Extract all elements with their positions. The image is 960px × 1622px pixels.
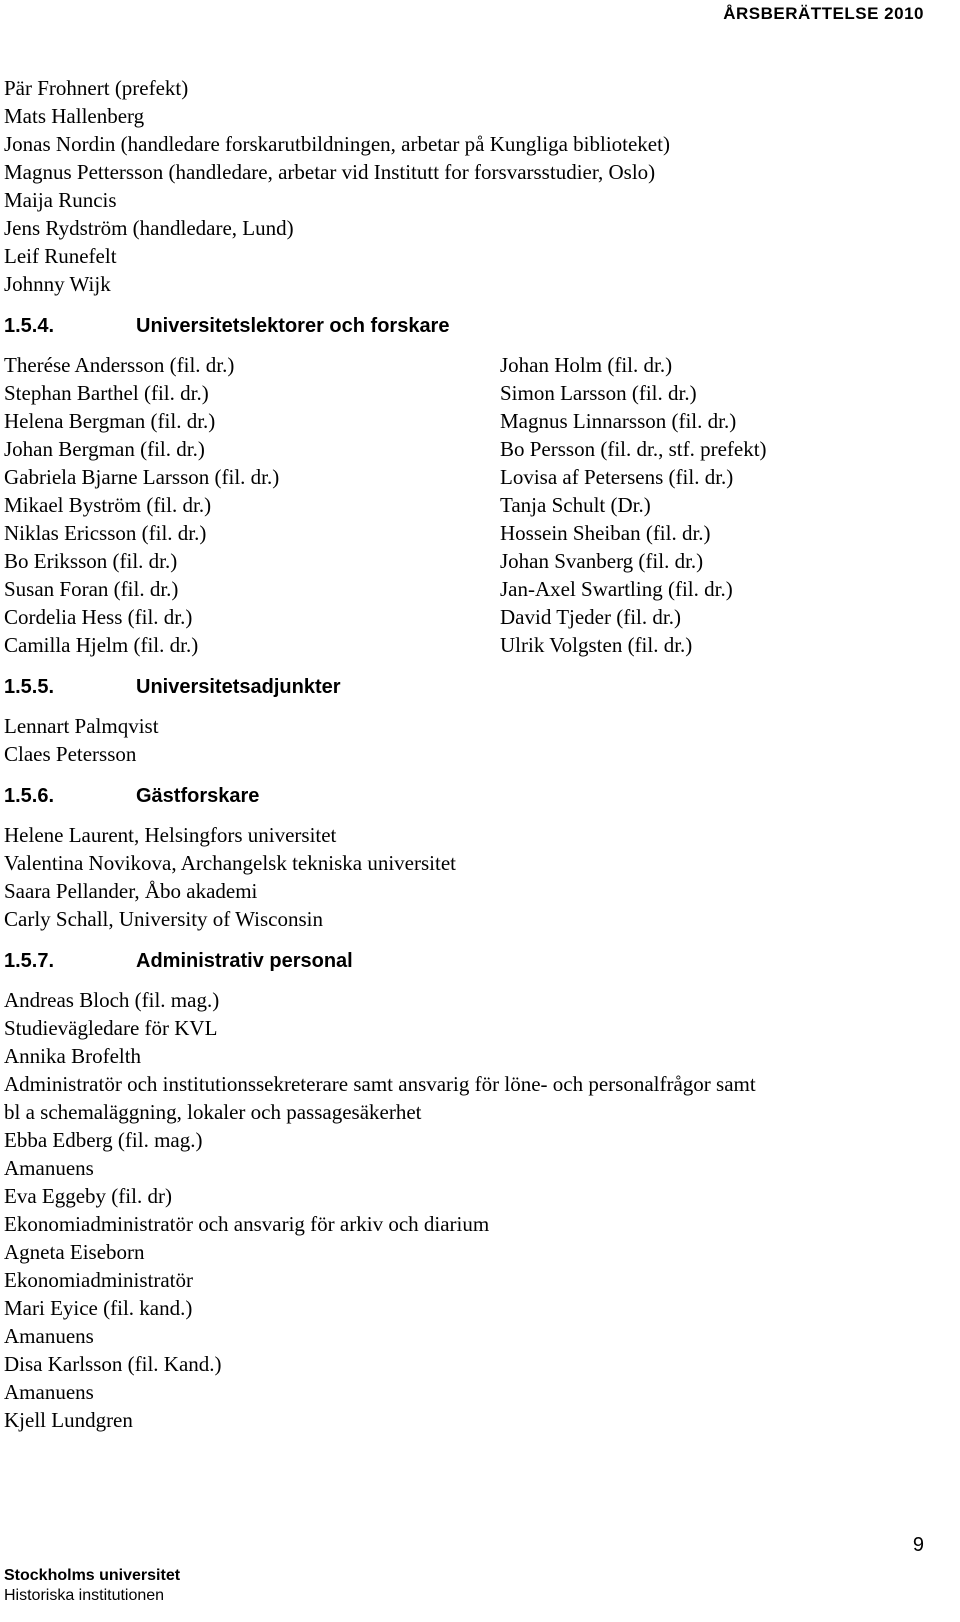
adjuncts-list	[4, 712, 934, 768]
section-title: Administrativ personal	[136, 950, 353, 972]
footer-university: Stockholms universitet	[4, 1567, 181, 1584]
section-number: 1.5.7.	[4, 950, 55, 972]
list-item: Stephan Barthel (fil. dr.)	[4, 381, 209, 405]
list-item: Gabriela Bjarne Larsson (fil. dr.)	[4, 465, 280, 489]
section-title: Gästforskare	[136, 785, 260, 807]
list-item: Leif Runefelt	[4, 244, 117, 268]
list-item: Annika Brofelth	[4, 1044, 142, 1068]
list-item: Amanuens	[4, 1380, 94, 1404]
section-number: 1.5.6.	[4, 785, 55, 807]
section-title: Universitetsadjunkter	[136, 676, 341, 698]
list-item: Magnus Linnarsson (fil. dr.)	[500, 409, 737, 433]
list-item: Simon Larsson (fil. dr.)	[500, 381, 697, 405]
list-item: Therése Andersson (fil. dr.)	[4, 353, 235, 377]
list-item: bl a schemaläggning, lokaler och passagesäkerhet	[4, 1100, 422, 1124]
footer-department: Historiska institutionen	[4, 1587, 165, 1604]
list-item: Bo Persson (fil. dr., stf. prefekt)	[500, 437, 767, 461]
list-item: Johan Svanberg (fil. dr.)	[500, 549, 704, 573]
list-item: Administratör och institutionssekreterare samt ansvarig för löne- och personalfrågor samt	[4, 1072, 756, 1096]
list-item: Magnus Pettersson (handledare, arbetar vid Institutt for forsvarsstudier, Oslo)	[4, 160, 656, 184]
section-title: Universitetslektorer och forskare	[136, 315, 450, 337]
list-item: Pär Frohnert (prefekt)	[4, 76, 189, 100]
list-item: Johnny Wijk	[4, 272, 111, 296]
section-heading-1-5-7	[4, 947, 934, 975]
lecturers-columns	[4, 351, 934, 659]
list-item: Maija Runcis	[4, 188, 117, 212]
list-item: Mari Eyice (fil. kand.)	[4, 1296, 193, 1320]
page-number: 9	[912, 1534, 924, 1556]
intro-list	[4, 74, 934, 298]
lecturers-left-column	[4, 351, 500, 659]
list-item: Disa Karlsson (fil. Kand.)	[4, 1352, 222, 1376]
list-item: Bo Eriksson (fil. dr.)	[4, 549, 178, 573]
list-item: Amanuens	[4, 1156, 94, 1180]
list-item: David Tjeder (fil. dr.)	[500, 605, 681, 629]
list-item: Johan Holm (fil. dr.)	[500, 353, 673, 377]
document-body	[4, 74, 934, 1434]
list-item: Hossein Sheiban (fil. dr.)	[500, 521, 711, 545]
list-item: Jens Rydström (handledare, Lund)	[4, 216, 294, 240]
section-heading-1-5-4	[4, 312, 934, 340]
section-number: 1.5.5.	[4, 676, 55, 698]
list-item: Mikael Byström (fil. dr.)	[4, 493, 212, 517]
list-item: Camilla Hjelm (fil. dr.)	[4, 633, 199, 657]
list-item: Jan-Axel Swartling (fil. dr.)	[500, 577, 733, 601]
list-item: Andreas Bloch (fil. mag.)	[4, 988, 220, 1012]
list-item: Lovisa af Petersens (fil. dr.)	[500, 465, 734, 489]
list-item: Tanja Schult (Dr.)	[500, 493, 651, 517]
list-item: Ulrik Volgsten (fil. dr.)	[500, 633, 693, 657]
list-item: Claes Petersson	[4, 742, 137, 766]
list-item: Ebba Edberg (fil. mag.)	[4, 1128, 203, 1152]
list-item: Ekonomiadministratör	[4, 1268, 193, 1292]
list-item: Valentina Novikova, Archangelsk tekniska universitet	[4, 851, 456, 875]
list-item: Susan Foran (fil. dr.)	[4, 577, 179, 601]
running-header: ÅRSBERÄTTELSE 2010	[723, 4, 924, 23]
list-item: Lennart Palmqvist	[4, 714, 159, 738]
list-item: Cordelia Hess (fil. dr.)	[4, 605, 193, 629]
lecturers-right-column	[500, 351, 934, 659]
list-item: Saara Pellander, Åbo akademi	[4, 879, 258, 903]
list-item: Helena Bergman (fil. dr.)	[4, 409, 216, 433]
section-heading-1-5-6	[4, 782, 934, 810]
section-number: 1.5.4.	[4, 315, 55, 337]
list-item: Ekonomiadministratör och ansvarig för arkiv och diarium	[4, 1212, 490, 1236]
guest-researchers-list	[4, 821, 934, 933]
list-item: Johan Bergman (fil. dr.)	[4, 437, 205, 461]
list-item: Agneta Eiseborn	[4, 1240, 145, 1264]
admin-staff-list	[4, 986, 934, 1434]
list-item: Carly Schall, University of Wisconsin	[4, 907, 323, 931]
list-item: Niklas Ericsson (fil. dr.)	[4, 521, 207, 545]
list-item: Amanuens	[4, 1324, 94, 1348]
list-item: Jonas Nordin (handledare forskarutbildningen, arbetar på Kungliga biblioteket)	[4, 132, 670, 156]
page-footer	[4, 1566, 180, 1606]
list-item: Mats Hallenberg	[4, 104, 145, 128]
list-item: Studievägledare för KVL	[4, 1016, 218, 1040]
list-item: Eva Eggeby (fil. dr)	[4, 1184, 172, 1208]
section-heading-1-5-5	[4, 673, 934, 701]
list-item: Helene Laurent, Helsingfors universitet	[4, 823, 337, 847]
list-item: Kjell Lundgren	[4, 1408, 133, 1432]
